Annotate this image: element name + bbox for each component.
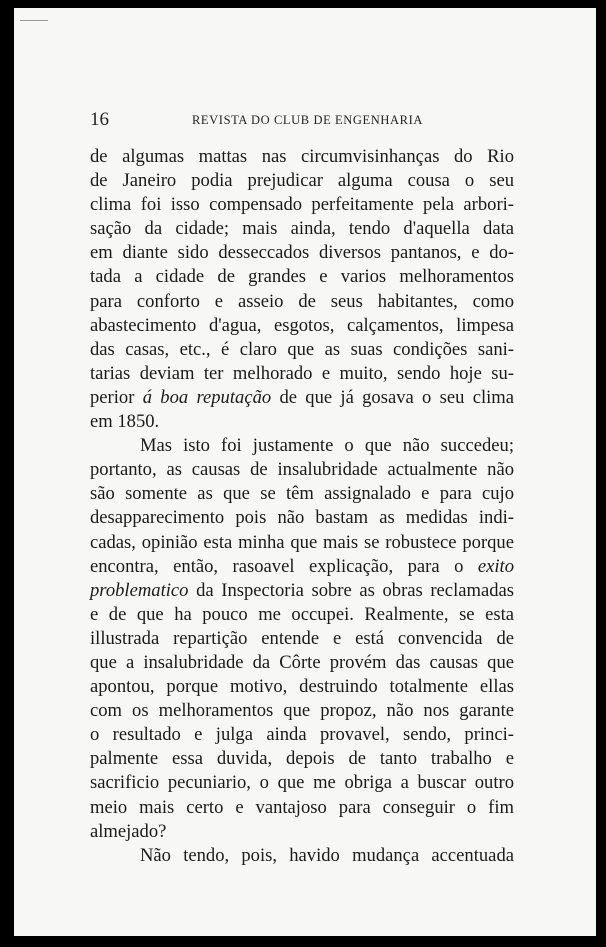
text-line: sação da cidade; mais ainda, tendo d'aquella data	[90, 218, 514, 240]
text-line: sacrificio pecuniario, o que me obriga a buscar outro	[90, 772, 514, 794]
running-title: REVISTA DO CLUB DE ENGENHARIA	[192, 113, 423, 127]
text-line: tarias deviam ter melhorado e muito, sendo hoje su-	[90, 362, 514, 384]
text-line: que a insalubridade da Côrte provém das causas que	[90, 651, 514, 673]
paragraph-2	[90, 434, 514, 844]
text-line: em diante sido desseccados diversos pantanos, e do-	[90, 242, 514, 264]
text-line	[90, 579, 514, 603]
text-line: clima foi isso compensado perfeitamente pela arbori-	[90, 194, 514, 216]
text-line: illustrada repartição entende e está convencida de	[90, 627, 514, 649]
text-line: para conforto e asseio de seus habitantes, como	[90, 290, 514, 312]
text-run: encontra, então, rasoavel explicação, para o	[90, 555, 464, 577]
text-line: apontou, porque motivo, destruindo totalmente ellas	[90, 676, 514, 698]
text-line	[90, 555, 514, 579]
text-line: Não tendo, pois, havido mudança accentuada	[140, 844, 514, 866]
book-page	[14, 8, 596, 936]
text-line	[90, 386, 514, 410]
text-run: de que já gosava o seu clima	[279, 386, 515, 408]
text-line: meio mais certo e vantajoso para conseguir o fim	[90, 796, 514, 818]
scan-corner-mark	[20, 20, 48, 21]
paragraph-1	[90, 145, 514, 434]
text-line: de Janeiro podia prejudicar alguma cousa o seu	[90, 170, 514, 192]
text-line: em 1850.	[90, 411, 160, 433]
text-line: com os melhoramentos que propoz, não nos garante	[90, 700, 514, 722]
text-run: perior	[90, 386, 135, 408]
italic-phrase: problematico	[90, 579, 189, 601]
text-line: o resultado e julga ainda provavel, sendo, princi-	[90, 724, 514, 746]
italic-phrase: á boa reputação	[142, 386, 272, 408]
text-line: de algumas mattas nas circumvisinhanças do Rio	[90, 146, 514, 167]
text-line: das casas, etc., é claro que as suas condições sani-	[90, 338, 514, 360]
page-number: 16	[90, 109, 109, 130]
text-run: da Inspectoria sobre as obras reclamadas	[196, 579, 514, 601]
paragraph-3	[90, 844, 514, 868]
text-line: abastecimento d'agua, esgotos, calçamentos, limpesa	[90, 314, 514, 336]
text-line: almejado?	[90, 820, 167, 842]
body-text	[90, 145, 514, 868]
text-line: desapparecimento pois não bastam as medidas indi-	[90, 507, 514, 529]
page-header	[90, 108, 530, 130]
text-line: são somente as que se têm assignalado e para cujo	[90, 483, 514, 505]
text-line: palmente essa duvida, depois de tanto trabalho e	[90, 748, 514, 770]
text-line: e de que ha pouco me occupei. Realmente, se esta	[90, 603, 514, 625]
text-line: portanto, as causas de insalubridade actualmente não	[90, 459, 514, 481]
italic-phrase: exito	[477, 555, 514, 577]
text-line: cadas, opinião esta minha que mais se robustece porque	[90, 531, 514, 553]
text-line: tada a cidade de grandes e varios melhoramentos	[90, 266, 514, 288]
text-line: Mas isto foi justamente o que não succedeu;	[140, 435, 514, 457]
